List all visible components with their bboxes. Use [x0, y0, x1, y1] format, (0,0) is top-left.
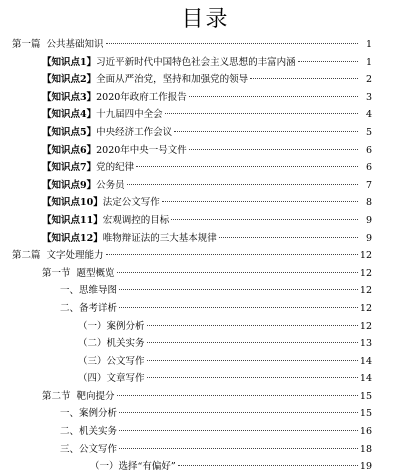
page-number: 13	[359, 338, 372, 350]
dot-leader	[119, 289, 358, 290]
dot-leader	[162, 201, 358, 202]
toc-entry[interactable]	[0, 54, 411, 72]
page-number: 2	[365, 74, 372, 86]
page-number: 5	[365, 126, 372, 138]
toc-entry-text: 全面从严治党，坚持和加强党的领导	[96, 74, 249, 86]
toc-entry-text: 中央经济工作会议	[96, 126, 173, 138]
section-prefix: 第二节	[42, 390, 71, 402]
dot-leader	[127, 184, 358, 185]
toc-entry-text: 题型概览	[76, 267, 115, 279]
page-number: 15	[359, 408, 372, 420]
dot-leader	[106, 43, 358, 44]
toc-entry-text: （四）文章写作	[78, 373, 145, 385]
dot-leader	[165, 113, 358, 114]
toc-entry-label	[60, 441, 117, 459]
toc-entry-text: 2020年中央一号文件	[96, 144, 187, 156]
toc-entry-label	[42, 159, 134, 177]
toc-entry-label	[12, 36, 104, 54]
dot-leader	[298, 61, 358, 62]
knowledge-point-tag: 【知识点2】	[42, 74, 97, 86]
toc-entry[interactable]	[0, 423, 411, 441]
toc-entry-label	[42, 388, 115, 406]
toc-entry[interactable]	[0, 441, 411, 459]
page-number: 4	[365, 109, 372, 121]
dot-leader	[171, 219, 358, 220]
knowledge-point-tag: 【知识点7】	[42, 162, 97, 174]
toc-entry[interactable]	[0, 142, 411, 160]
toc-entry-text: 靶向提分	[76, 390, 115, 402]
section-prefix: 第二篇	[12, 250, 41, 262]
page-number: 12	[359, 267, 372, 279]
toc-entry[interactable]	[0, 370, 411, 388]
knowledge-point-tag: 【知识点6】	[42, 144, 97, 156]
toc-entry-text: 二、备考详析	[60, 302, 118, 314]
page-number: 7	[365, 179, 372, 191]
toc-entry-label	[78, 353, 145, 371]
dot-leader	[106, 254, 358, 255]
knowledge-point-tag: 【知识点5】	[42, 126, 97, 138]
table-of-contents	[0, 36, 411, 476]
toc-entry-label	[42, 142, 187, 160]
page-number: 16	[359, 426, 372, 438]
page-number: 12	[359, 250, 372, 262]
toc-entry-text: 一、案例分析	[60, 408, 118, 420]
page-number: 19	[359, 461, 372, 473]
dot-leader	[189, 149, 358, 150]
toc-entry-label	[60, 423, 117, 441]
dot-leader	[174, 131, 358, 132]
page-number: 15	[359, 390, 372, 402]
toc-entry-text: 唯物辩证法的三大基本规律	[102, 232, 217, 244]
toc-entry-label	[42, 71, 248, 89]
dot-leader	[117, 272, 358, 273]
toc-entry[interactable]	[0, 335, 411, 353]
toc-entry-text: 公共基础知识	[46, 39, 104, 50]
section-prefix: 第一节	[42, 267, 71, 279]
toc-entry-label	[78, 318, 145, 336]
toc-entry[interactable]	[0, 106, 411, 124]
dot-leader	[147, 377, 358, 378]
toc-entry[interactable]	[0, 405, 411, 423]
dot-leader	[189, 96, 358, 97]
toc-entry-text: （一）案例分析	[78, 320, 145, 332]
toc-entry-text: 2020年政府工作报告	[96, 91, 187, 103]
page-number: 12	[359, 302, 372, 314]
toc-entry[interactable]	[0, 458, 411, 476]
toc-entry[interactable]	[0, 230, 411, 248]
page-number: 3	[365, 91, 372, 103]
toc-entry-label	[42, 89, 187, 107]
dot-leader	[136, 166, 358, 167]
page-number: 6	[365, 162, 372, 174]
toc-entry-text: （一）选择“有偏好”	[90, 461, 176, 473]
toc-entry-label	[78, 370, 145, 388]
page-number: 14	[359, 355, 372, 367]
toc-entry[interactable]	[0, 124, 411, 142]
toc-entry-label	[78, 335, 145, 353]
page-number: 9	[365, 214, 372, 226]
toc-entry[interactable]	[0, 353, 411, 371]
toc-entry-label	[42, 230, 217, 248]
page-number: 12	[359, 285, 372, 297]
knowledge-point-tag: 【知识点9】	[42, 179, 97, 191]
dot-leader	[147, 342, 358, 343]
toc-entry-text: 三、公文写作	[60, 443, 118, 455]
toc-entry[interactable]	[0, 212, 411, 230]
page-number: 8	[365, 197, 372, 209]
dot-leader	[119, 430, 358, 431]
toc-entry-label	[90, 458, 176, 476]
dot-leader	[117, 395, 358, 396]
toc-entry-text: （二）机关实务	[78, 338, 145, 350]
toc-entry-label	[60, 405, 117, 423]
page-title: 目录	[181, 7, 230, 32]
toc-entry-label	[42, 177, 125, 195]
knowledge-point-tag: 【知识点11】	[42, 214, 103, 226]
toc-entry-label	[42, 54, 296, 72]
knowledge-point-tag: 【知识点12】	[42, 232, 103, 244]
toc-entry-text: 文字处理能力	[46, 250, 104, 262]
knowledge-point-tag: 【知识点1】	[42, 56, 97, 68]
toc-entry[interactable]	[0, 265, 411, 283]
toc-entry-label	[42, 265, 115, 283]
dot-leader	[147, 360, 358, 361]
toc-entry-text: 宏观调控的目标	[102, 214, 170, 226]
page-number: 9	[365, 232, 372, 244]
toc-entry[interactable]	[0, 388, 411, 406]
toc-entry[interactable]	[0, 36, 411, 54]
dot-leader	[250, 78, 358, 79]
toc-entry-text: 法定公文写作	[102, 197, 160, 209]
toc-entry-text: 十九届四中全会	[96, 109, 163, 121]
dot-leader	[119, 307, 358, 308]
toc-entry[interactable]	[0, 159, 411, 177]
page-number: 12	[359, 320, 372, 332]
toc-entry-text: 公务员	[96, 179, 125, 191]
page-number: 6	[365, 144, 372, 156]
page-number: 14	[359, 373, 372, 385]
toc-entry-text: 习近平新时代中国特色社会主义思想的丰富内涵	[96, 56, 296, 68]
dot-leader	[119, 412, 358, 413]
toc-entry[interactable]	[0, 318, 411, 336]
dot-leader	[219, 237, 358, 238]
page-number: 18	[359, 443, 372, 455]
toc-entry-label	[42, 124, 172, 142]
dot-leader	[119, 448, 358, 449]
toc-entry[interactable]	[0, 282, 411, 300]
section-prefix: 第一篇	[12, 39, 41, 50]
toc-entry[interactable]	[0, 89, 411, 107]
toc-entry-label	[60, 300, 117, 318]
toc-entry-text: （三）公文写作	[78, 355, 145, 367]
knowledge-point-tag: 【知识点3】	[42, 91, 97, 103]
toc-entry[interactable]	[0, 194, 411, 212]
toc-entry-label	[42, 194, 160, 212]
toc-entry-text: 二、机关实务	[60, 426, 118, 438]
toc-entry[interactable]	[0, 177, 411, 195]
page-number: 1	[365, 56, 372, 68]
toc-entry-label	[60, 282, 117, 300]
knowledge-point-tag: 【知识点10】	[42, 197, 103, 209]
toc-entry-label	[12, 247, 104, 265]
dot-leader	[147, 325, 358, 326]
page-number: 1	[365, 39, 372, 50]
toc-entry-text: 党的纪律	[96, 162, 135, 174]
dot-leader	[178, 465, 358, 466]
toc-entry[interactable]	[0, 300, 411, 318]
toc-entry-label	[42, 106, 163, 124]
knowledge-point-tag: 【知识点4】	[42, 109, 97, 121]
toc-entry-label	[42, 212, 169, 230]
toc-entry[interactable]	[0, 71, 411, 89]
toc-entry[interactable]	[0, 247, 411, 265]
toc-entry-text: 一、思维导图	[60, 285, 118, 297]
